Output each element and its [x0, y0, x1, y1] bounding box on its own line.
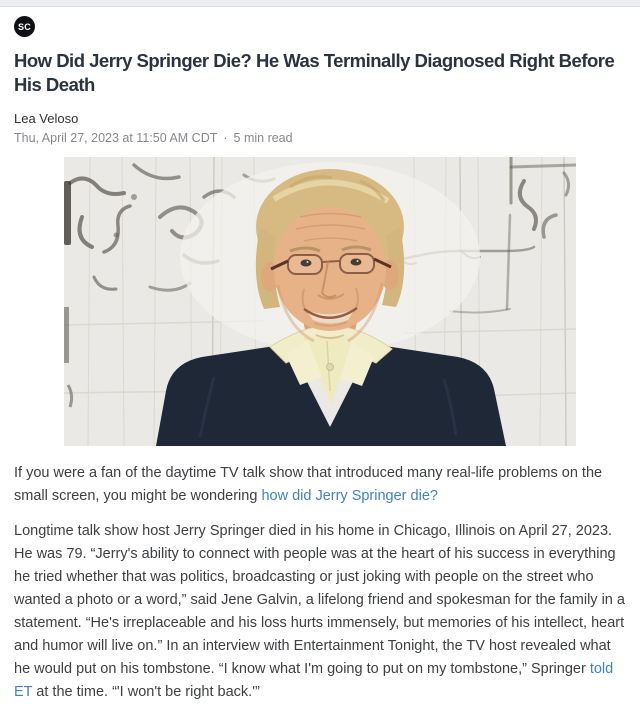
author-name[interactable]: Lea Veloso — [14, 111, 79, 126]
inline-link-told-et[interactable]: told ET — [14, 661, 614, 700]
paragraph-2-text: Longtime talk show host Jerry Springer died in his home in Chicago, Illinois on April 27, 2023. He was 79. “Jerry's ability to connect with people was at the heart of his success in everything he tried whether that was politics, broadcasting or just joking with people on the street who wanted a photo or a word,” said Jene Galvin, a lifelong friend and spokesman for the family in a statement. “He's irreplaceable and his loss hurts immensely, but memories of his intellect, heart and humor will live on.” In an interview with Entertainment Tonight, the TV host revealed what he would put on his tombstone. “I know what I'm going to put on my tombstone,” Springer — [14, 523, 625, 677]
article-content — [0, 16, 640, 704]
inline-link-how-did-jerry-springer-die[interactable]: how did Jerry Springer die? — [261, 488, 438, 504]
jerry-springer-photo-illustration — [64, 157, 576, 446]
brand-badge[interactable] — [14, 16, 35, 37]
article-photo — [64, 157, 576, 446]
article-title: How Did Jerry Springer Die? He Was Terminally Diagnosed Right Before His Death — [14, 50, 615, 95]
paragraph-2 — [14, 520, 626, 704]
brand-badge-label: SC — [17, 21, 32, 32]
publish-date: Thu, April 27, 2023 at 11:50 AM CDT — [14, 131, 218, 145]
read-time: 5 min read — [233, 131, 293, 145]
article-meta — [14, 131, 626, 145]
top-strip — [0, 0, 640, 7]
paragraph-1-text: If you were a fan of the daytime TV talk show that introduced many real-life problems on the small screen, you might be wondering — [14, 465, 603, 504]
paragraph-1 — [14, 462, 626, 508]
meta-separator: · — [223, 131, 228, 145]
paragraph-2-text-after: at the time. “'I won't be right back.'” — [32, 684, 260, 700]
